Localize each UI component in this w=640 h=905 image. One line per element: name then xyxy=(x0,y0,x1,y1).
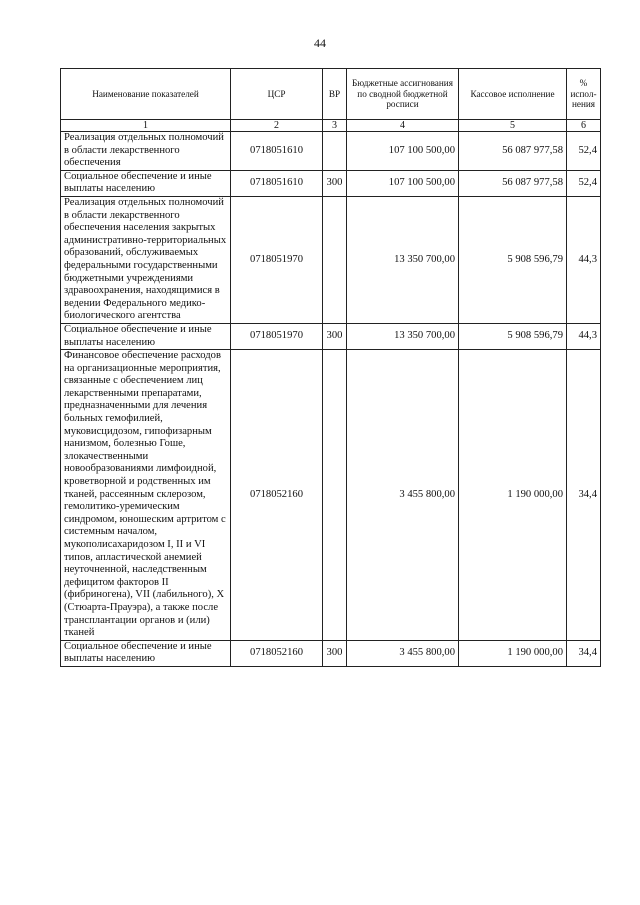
table-row xyxy=(61,196,601,323)
header-row xyxy=(61,69,601,120)
column-number: 6 xyxy=(567,120,601,132)
column-number: 5 xyxy=(459,120,567,132)
row-pct: 44,3 xyxy=(567,196,601,323)
table-row xyxy=(61,350,601,641)
row-budget: 13 350 700,00 xyxy=(347,323,459,349)
row-name: Социальное обеспечение и иные выплаты населению xyxy=(61,170,231,196)
column-number: 2 xyxy=(231,120,323,132)
table-row xyxy=(61,170,601,196)
column-number: 1 xyxy=(61,120,231,132)
row-cash: 5 908 596,79 xyxy=(459,323,567,349)
header-vr: ВР xyxy=(323,69,347,120)
row-cash: 1 190 000,00 xyxy=(459,350,567,641)
table-row xyxy=(61,323,601,349)
header-csr: ЦСР xyxy=(231,69,323,120)
row-csr: 0718052160 xyxy=(231,640,323,666)
header-budget: Бюджетные ассигнования по сводной бюджетной росписи xyxy=(347,69,459,120)
row-vr xyxy=(323,196,347,323)
row-name: Реализация отдельных полномочий в области лекарственного обеспечения населения закрытых административно-территориальных образований, обслуживаемых федеральными государственными бюджетными учреждениями здравоохранения, находящимися в ведении Федерального медико-биологического агентства xyxy=(61,196,231,323)
row-budget: 3 455 800,00 xyxy=(347,350,459,641)
header-pct: % испол-нения xyxy=(567,69,601,120)
row-pct: 52,4 xyxy=(567,170,601,196)
row-pct: 34,4 xyxy=(567,640,601,666)
row-csr: 0718051970 xyxy=(231,196,323,323)
column-number: 3 xyxy=(323,120,347,132)
row-csr: 0718052160 xyxy=(231,350,323,641)
header-cash: Кассовое исполнение xyxy=(459,69,567,120)
row-cash: 56 087 977,58 xyxy=(459,170,567,196)
row-vr: 300 xyxy=(323,170,347,196)
row-budget: 107 100 500,00 xyxy=(347,132,459,171)
row-name: Финансовое обеспечение расходов на организационные мероприятия, связанные с обеспечением лиц лекарственными препаратами, предназначенными для лечения больных гемофилией, муковисцидозом, гипофизарным нанизмом, болезнью Гоше, злокачественными новообразованиями лимфоидной, кроветворной и родственных им тканей, рассеянным склерозом, гемолитико-уремическим синдромом, юношеским артритом с системным началом, мукополисахаридозом I, II и VI типов, апластической анемией неуточненной, наследственным дефицитом факторов II (фибриногена), VII (лабильного), X (Стюарта-Прауэра), а также после трансплантации органов и (или) тканей xyxy=(61,350,231,641)
row-cash: 1 190 000,00 xyxy=(459,640,567,666)
budget-execution-table xyxy=(60,68,601,667)
column-number: 4 xyxy=(347,120,459,132)
row-name: Реализация отдельных полномочий в области лекарственного обеспечения xyxy=(61,132,231,171)
row-budget: 3 455 800,00 xyxy=(347,640,459,666)
column-number-row xyxy=(61,120,601,132)
row-pct: 34,4 xyxy=(567,350,601,641)
row-name: Социальное обеспечение и иные выплаты населению xyxy=(61,323,231,349)
row-csr: 0718051610 xyxy=(231,132,323,171)
row-cash: 5 908 596,79 xyxy=(459,196,567,323)
row-budget: 13 350 700,00 xyxy=(347,196,459,323)
row-vr xyxy=(323,350,347,641)
row-cash: 56 087 977,58 xyxy=(459,132,567,171)
row-vr xyxy=(323,132,347,171)
table-row xyxy=(61,132,601,171)
row-budget: 107 100 500,00 xyxy=(347,170,459,196)
row-vr: 300 xyxy=(323,323,347,349)
row-csr: 0718051610 xyxy=(231,170,323,196)
table-row xyxy=(61,640,601,666)
page-number: 44 xyxy=(314,36,326,50)
row-pct: 52,4 xyxy=(567,132,601,171)
row-vr: 300 xyxy=(323,640,347,666)
row-csr: 0718051970 xyxy=(231,323,323,349)
row-name: Социальное обеспечение и иные выплаты населению xyxy=(61,640,231,666)
header-name: Наименование показателей xyxy=(61,69,231,120)
row-pct: 44,3 xyxy=(567,323,601,349)
